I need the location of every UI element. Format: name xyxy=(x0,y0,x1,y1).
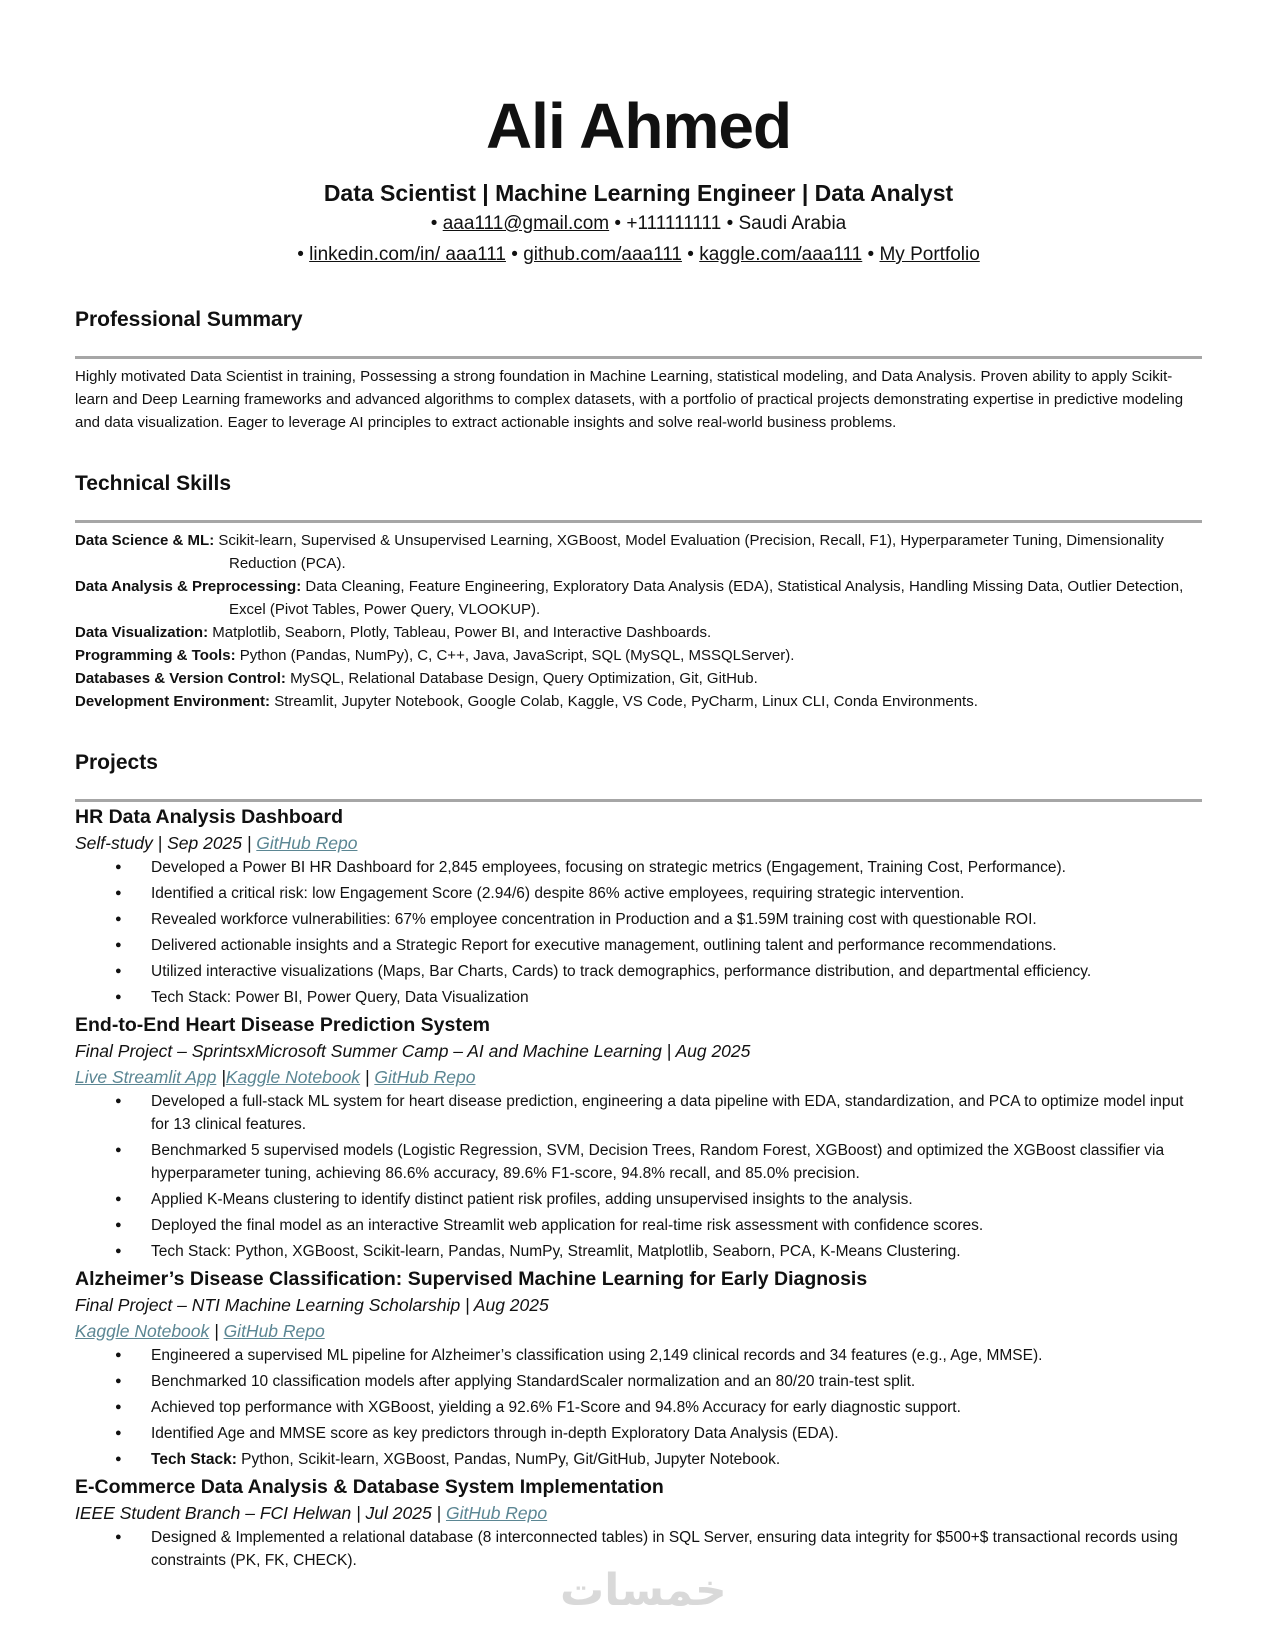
project-title: Alzheimer’s Disease Classification: Supervised Machine Learning for Early Diagnosis xyxy=(75,1268,868,1290)
github-repo-link[interactable]: GitHub Repo xyxy=(223,1321,325,1341)
skill-row xyxy=(75,690,1202,713)
watermark-logo: خمسات xyxy=(560,1565,727,1616)
project-bullets xyxy=(75,1344,1202,1471)
project-links: Kaggle Notebook | GitHub Repo xyxy=(75,1321,325,1341)
list-item: ● Benchmarked 10 classification models after applying StandardScaler normalization and an 80/20 train-test split. xyxy=(151,1370,1202,1393)
resume-page xyxy=(75,0,1202,1575)
project-title: End-to-End Heart Disease Prediction System xyxy=(75,1014,491,1036)
list-item: ● Developed a full-stack ML system for heart disease prediction, engineering a data pipeline with EDA, standardization, and PCA to optimize model input for 13 clinical features. xyxy=(151,1090,1202,1136)
location: Saudi Arabia xyxy=(738,213,847,234)
section-divider xyxy=(75,799,1202,802)
project-heart-disease xyxy=(75,1012,1202,1263)
summary-text: Highly motivated Data Scientist in training, Possessing a strong foundation in Machine Learning, statistical modeling, and Data Analysis. Proven ability to apply Scikit-learn and Deep Learning frameworks and advanced algorithms to complex datasets, with a portfolio of practical projects demonstrating expertise in predictive modeling and data visualization. Eager to leverage AI principles to extract actionable insights and solve real-world business problems. xyxy=(75,368,1184,431)
email-link[interactable]: aaa111@gmail.com xyxy=(442,213,610,234)
github-repo-link[interactable]: GitHub Repo xyxy=(256,833,358,853)
meta-text: IEEE Student Branch – FCI Helwan | Jul 2025 | xyxy=(75,1503,442,1523)
github-repo-link[interactable]: GitHub Repo xyxy=(445,1503,548,1523)
skill-value: Python (Pandas, NumPy), C, C++, Java, JavaScript, SQL (MySQL, MSSQLServer). xyxy=(239,647,795,664)
tech-stack-label: Tech Stack: xyxy=(151,1451,237,1468)
skills-heading: Technical Skills xyxy=(75,472,232,495)
github-link[interactable]: github.com/aaa111 xyxy=(523,244,682,265)
project-meta: Final Project – NTI Machine Learning Scholarship | Aug 2025 xyxy=(75,1295,549,1315)
skill-row xyxy=(75,621,1202,644)
kaggle-notebook-link[interactable]: Kaggle Notebook xyxy=(75,1321,210,1341)
section-divider xyxy=(75,520,1202,523)
bullet: • xyxy=(614,213,622,234)
job-titles: Data Scientist | Machine Learning Engineer | Data Analyst xyxy=(323,180,954,206)
linkedin-link[interactable]: linkedin.com/in/ aaa111 xyxy=(309,244,506,265)
project-bullets xyxy=(75,856,1202,1009)
bullet: • xyxy=(726,213,734,234)
list-item: ● Delivered actionable insights and a Strategic Report for executive management, outlining talent and performance recommendations. xyxy=(151,934,1202,957)
project-bullets xyxy=(75,1090,1202,1263)
list-item: ● Achieved top performance with XGBoost, yielding a 92.6% F1-Score and 94.8% Accuracy for early diagnostic support. xyxy=(151,1396,1202,1419)
project-meta: Final Project – SprintsxMicrosoft Summer Camp – AI and Machine Learning | Aug 2025 xyxy=(75,1041,751,1061)
skill-row xyxy=(75,529,1202,575)
list-item: ● Designed & Implemented a relational database (8 interconnected tables) in SQL Server, ensuring data integrity for $500+$ transactional records using constraints (PK, FK, CHECK). xyxy=(151,1526,1202,1572)
portfolio-link[interactable]: My Portfolio xyxy=(879,244,980,265)
bullet: • xyxy=(511,244,518,265)
bullet: • xyxy=(687,244,694,265)
list-item: ● Deployed the final model as an interactive Streamlit web application for real-time risk assessment with confidence scores. xyxy=(151,1214,1202,1237)
skill-label: Data Visualization: xyxy=(75,624,209,641)
skill-row xyxy=(75,644,1202,667)
section-divider xyxy=(75,356,1202,359)
streamlit-app-link[interactable]: Live Streamlit App xyxy=(75,1067,217,1087)
project-ecommerce xyxy=(75,1474,1202,1572)
summary-heading: Professional Summary xyxy=(75,308,303,331)
contact-line-2 xyxy=(75,239,1202,270)
list-item: ● Identified a critical risk: low Engagement Score (2.94/6) despite 86% active employees, requiring strategic intervention. xyxy=(151,882,1202,905)
list-item: ● Identified Age and MMSE score as key predictors through in-depth Exploratory Data Analysis (EDA). xyxy=(151,1422,1202,1445)
list-item: ● Tech Stack: Power BI, Power Query, Data Visualization xyxy=(151,986,1202,1009)
bullet: • xyxy=(430,213,438,234)
bullet: • xyxy=(867,244,875,265)
skill-label: Data Science & ML: xyxy=(75,532,215,549)
project-meta xyxy=(75,1500,1202,1526)
list-item xyxy=(151,1448,1202,1471)
project-alzheimers xyxy=(75,1266,1202,1471)
list-item: ● Revealed workforce vulnerabilities: 67% employee concentration in Production and a $1.59M training cost with questionable ROI. xyxy=(151,908,1202,931)
projects-heading: Projects xyxy=(75,751,158,774)
skill-value: Scikit-learn, Supervised & Unsupervised Learning, XGBoost, Model Evaluation (Precision, Recall, F1), Hyperparameter Tuning, Dimensionality Reduction (PCA). xyxy=(218,532,1164,572)
project-meta xyxy=(75,830,1202,856)
list-item: ● Applied K-Means clustering to identify distinct patient risk profiles, adding unsupervised insights to the analysis. xyxy=(151,1188,1202,1211)
phone: +111111111 xyxy=(626,213,722,234)
list-item: ● Tech Stack: Python, XGBoost, Scikit-learn, Pandas, NumPy, Streamlit, Matplotlib, Seaborn, PCA, K-Means Clustering. xyxy=(151,1240,1202,1263)
skill-label: Data Analysis & Preprocessing: xyxy=(75,578,302,595)
skill-label: Databases & Version Control: xyxy=(75,670,286,687)
list-item: ● Developed a Power BI HR Dashboard for 2,845 employees, focusing on strategic metrics (Engagement, Training Cost, Performance). xyxy=(151,856,1202,879)
project-title: E-Commerce Data Analysis & Database System Implementation xyxy=(75,1476,664,1498)
list-item: ● Benchmarked 5 supervised models (Logistic Regression, SVM, Decision Trees, Random Forest, XGBoost) and optimized the XGBoost classifier via hyperparameter tuning, achieving 86.6% accuracy, 89.6% F1-score, 94.8% recall, and 85.0% precision. xyxy=(151,1139,1202,1185)
skill-value: MySQL, Relational Database Design, Query Optimization, Git, GitHub. xyxy=(290,670,758,687)
skill-row xyxy=(75,575,1202,621)
github-repo-link[interactable]: GitHub Repo xyxy=(374,1067,476,1087)
project-hr-dashboard xyxy=(75,804,1202,1009)
skill-label: Development Environment: xyxy=(75,693,271,710)
skill-label: Programming & Tools: xyxy=(75,647,236,664)
kaggle-notebook-link[interactable]: Kaggle Notebook xyxy=(225,1067,361,1087)
project-links: Live Streamlit App |Kaggle Notebook | GitHub Repo xyxy=(75,1067,476,1087)
list-item: ● Utilized interactive visualizations (Maps, Bar Charts, Cards) to track demographics, performance distribution, and departmental efficiency. xyxy=(151,960,1202,983)
list-item: ● Engineered a supervised ML pipeline for Alzheimer’s classification using 2,149 clinical records and 34 features (e.g., Age, MMSE). xyxy=(151,1344,1202,1367)
project-title: HR Data Analysis Dashboard xyxy=(75,806,344,828)
meta-text: Self-study | Sep 2025 | xyxy=(75,833,252,853)
candidate-name: Ali Ahmed xyxy=(485,90,792,162)
kaggle-link[interactable]: kaggle.com/aaa111 xyxy=(699,244,863,265)
skills-list xyxy=(75,529,1202,713)
skill-value: Streamlit, Jupyter Notebook, Google Colab, Kaggle, VS Code, PyCharm, Linux CLI, Conda Environments. xyxy=(274,693,978,710)
bullet: • xyxy=(297,244,304,265)
skill-value: Data Cleaning, Feature Engineering, Exploratory Data Analysis (EDA), Statistical Analysis, Handling Missing Data, Outlier Detection, Excel (Pivot Tables, Power Query, VLOOKUP). xyxy=(229,578,1184,618)
contact-line-1 xyxy=(75,208,1202,239)
tech-stack-value: Python, Scikit-learn, XGBoost, Pandas, NumPy, Git/GitHub, Jupyter Notebook. xyxy=(241,1451,781,1468)
skill-row xyxy=(75,667,1202,690)
skill-value: Matplotlib, Seaborn, Plotly, Tableau, Power BI, and Interactive Dashboards. xyxy=(212,624,712,641)
